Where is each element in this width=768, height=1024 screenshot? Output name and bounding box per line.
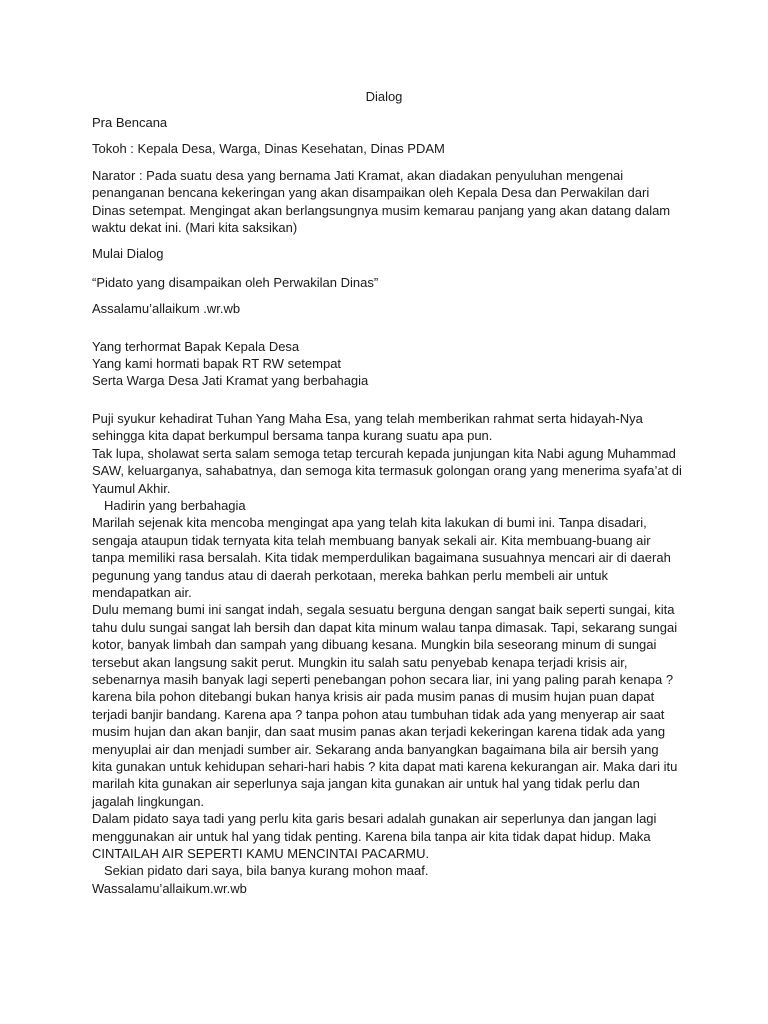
characters-line: Tokoh : Kepala Desa, Warga, Dinas Kesehatan, Dinas PDAM bbox=[92, 141, 445, 157]
document-body bbox=[92, 114, 682, 897]
addressee-line: Yang terhormat Bapak Kepala Desa bbox=[92, 338, 300, 354]
addressee-line: Yang kami hormati bapak RT RW setempat bbox=[92, 356, 342, 372]
speech-title: “Pidato yang disampaikan oleh Perwakilan Dinas” bbox=[92, 274, 379, 290]
body-paragraph: Puji syukur kehadirat Tuhan Yang Maha Esa, yang telah memberikan rahmat serta hidayah-Nya sehingga kita dapat berkumpul bersama tanpa kurang suatu apa pun. bbox=[92, 410, 643, 444]
document-title: Dialog bbox=[365, 89, 403, 104]
body-paragraph: Sekian pidato dari saya, bila banya kurang mohon maaf. bbox=[104, 863, 429, 879]
body-paragraph: Marilah sejenak kita mencoba mengingat apa yang telah kita lakukan di bumi ini. Tanpa disadari, sengaja ataupun tidak ternyata kita telah membuang banyak sekali air. Kita membuang-buang air tanpa memiliki rasa bersalah. Kita tidak memperdulikan bagaimana susuahnya mencari air di daerah pegunung yang tandus atau di daerah perkotaan, mereka bahkan perlu membeli air untuk mendapatkan air. bbox=[92, 515, 671, 600]
section-heading: Pra Bencana bbox=[92, 115, 168, 130]
addressee-line: Serta Warga Desa Jati Kramat yang berbahagia bbox=[92, 373, 369, 389]
narrator-paragraph: Narator : Pada suatu desa yang bernama Jati Kramat, akan diadakan penyuluhan mengenai penanganan bencana kekeringan yang akan disampaikan oleh Kepala Desa dan Perwakilan dari Dinas setempat. Mengingat akan berlangsungnya musim kemarau panjang yang akan datang dalam waktu dekat ini. (Mari kita saksikan) bbox=[92, 167, 671, 236]
body-paragraph: Hadirin yang berbahagia bbox=[104, 497, 246, 513]
closing-greeting: Wassalamu’allaikum.wr.wb bbox=[92, 880, 247, 896]
dialog-start-line: Mulai Dialog bbox=[92, 246, 164, 262]
body-paragraph: Tak lupa, sholawat serta salam semoga tetap tercurah kepada junjungan kita Nabi agung Muhammad SAW, keluarganya, sahabatnya, dan semoga kita termasuk golongan orang yang menerima syafa’at di Yaumul Akhir. bbox=[92, 445, 682, 496]
body-paragraph: Dalam pidato saya tadi yang perlu kita garis besari adalah gunakan air seperlunya dan jangan lagi menggunakan air untuk hal yang tidak penting. Karena bila tanpa air kita tidak dapat hidup. Maka CINTAILAH AIR SEPERTI KAMU MENCINTAI PACARMU. bbox=[92, 811, 657, 862]
body-paragraph: Dulu memang bumi ini sangat indah, segala sesuatu berguna dengan sangat baik seperti sungai, kita tahu dulu sungai sangat lah bersih dan dapat kita minum walau tanpa dimasak. Tapi, sekarang sungai kotor, banyak limbah dan sampah yang dibuang kesana. Mungkin bila seseorang minum di sungai tersebut akan langsung sakit perut. Mungkin itu salah satu penyebab kenapa terjadi krisis air, sebenarnya masih banyak lagi seperti penebangan pohon secara liar, ini yang paling parah kenapa ? karena bila pohon ditebangi bukan hanya krisis air pada musim panas di musim hujan puan dapat terjadi banjir bandang. Karena apa ? tanpa pohon atau tumbuhan tidak ada yang menyerap air saat musim hujan dan akan banjir, dan saat musim panas akan terjadi kekeringan karena tidak ada yang menyuplai air dan menjadi sumber air. Sekarang anda banyangkan bagaimana bila air bersih yang kita gunakan untuk kehidupan sehari-hari habis ? kita dapat mati karena kekurangan air. Maka dari itu marilah kita gunakan air seperlunya saja jangan kita gunakan air untuk hal yang tidak perlu dan jagalah lingkungan. bbox=[92, 602, 678, 809]
opening-greeting: Assalamu’allaikum .wr.wb bbox=[92, 301, 241, 317]
